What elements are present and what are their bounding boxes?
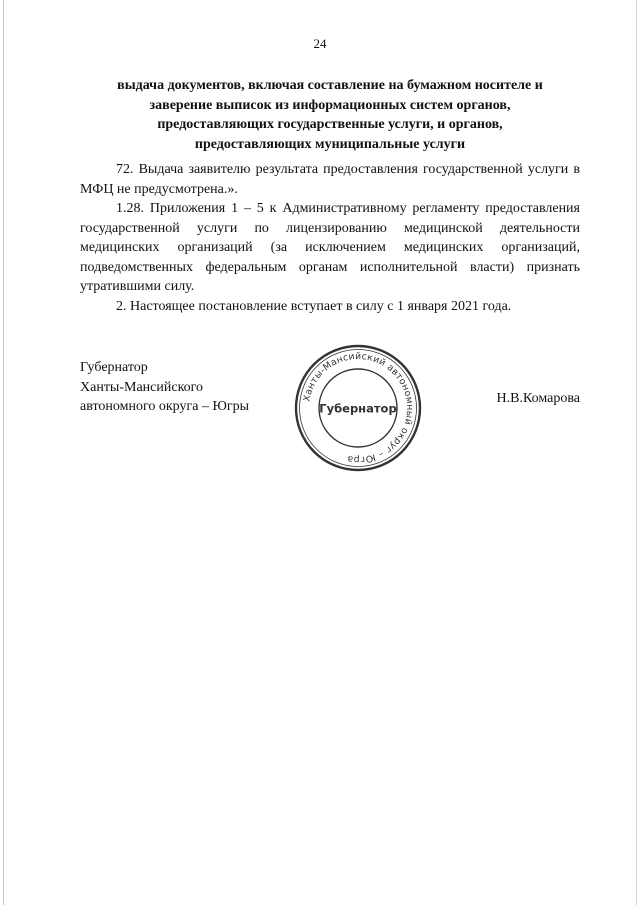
paragraph-2: 2. Настоящее постановление вступает в силу с 1 января 2021 года. xyxy=(116,298,512,314)
section-heading xyxy=(80,76,580,154)
paragraph-72: 72. Выдача заявителю результата предоставления государственной услуги в МФЦ не предусмотрена.». xyxy=(80,162,580,197)
signer-block xyxy=(80,358,280,417)
page-edge-left xyxy=(3,0,4,905)
page-edge-right xyxy=(636,0,637,905)
heading-line: заверение выписок из информационных систем органов, xyxy=(149,97,511,113)
signer-title-line: автономного округа – Югры xyxy=(80,399,249,414)
document-body xyxy=(80,160,580,316)
heading-line: предоставляющих государственные услуги, и органов, xyxy=(157,117,503,132)
seal-ring-text: Ханты-Мансийский автономный округ – Югра xyxy=(301,350,416,466)
official-seal-icon xyxy=(288,338,428,478)
heading-line: выдача документов, включая составление на бумажном носителе и xyxy=(117,78,543,93)
page-number: 24 xyxy=(313,36,327,51)
signer-name: Н.В.Комарова xyxy=(496,391,580,406)
signer-title-line: Ханты-Мансийского xyxy=(80,379,204,395)
heading-line: предоставляющих муниципальные услуги xyxy=(194,136,466,152)
signer-title-line: Губернатор xyxy=(80,360,148,375)
paragraph-1-28: 1.28. Приложения 1 – 5 к Административному регламенту предоставления государственной услуги по лицензированию медицинской деятельности медицинских организаций (за исключением медицинских организаций, подведомственных федеральным органам исполнительной власти) признать утратившими силу. xyxy=(80,201,580,294)
seal-center-text: Губернатор xyxy=(319,401,397,416)
